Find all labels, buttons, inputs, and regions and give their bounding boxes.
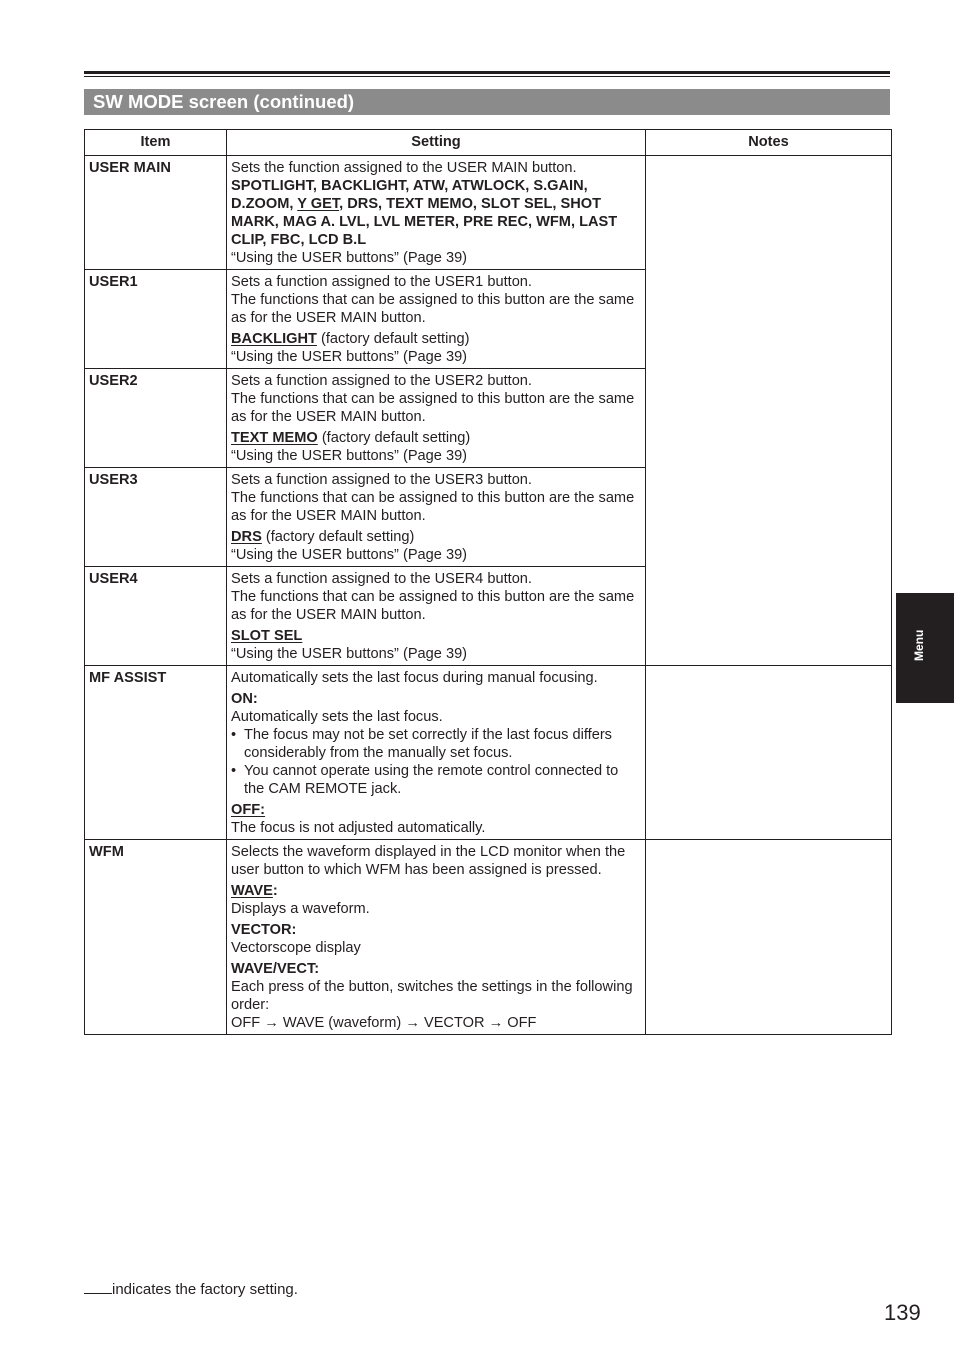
user1-description-2: The functions that can be assigned to this button are the same as for the USER MAIN button. bbox=[231, 292, 635, 326]
user3-default-note: (factory default setting) bbox=[261, 529, 415, 545]
user-main-page-reference: “Using the USER buttons” (Page 39) bbox=[231, 250, 468, 266]
wfm-wavevect-description: Each press of the button, switches the settings in the following order: bbox=[231, 979, 633, 1013]
mf-assist-off-label: OFF: bbox=[231, 802, 266, 818]
factory-setting-footnote bbox=[84, 1279, 298, 1298]
bullet-mark: • bbox=[231, 727, 237, 743]
item-user1: USER1 bbox=[85, 270, 227, 369]
wfm-wave-description: Displays a waveform. bbox=[231, 901, 370, 917]
user3-default-value: DRS bbox=[231, 529, 262, 545]
bullet-mark: • bbox=[231, 763, 237, 779]
mf-assist-note-1 bbox=[231, 726, 641, 762]
setting-user4 bbox=[227, 567, 646, 666]
user1-default-value: BACKLIGHT bbox=[231, 331, 317, 347]
user4-description-2: The functions that can be assigned to this button are the same as for the USER MAIN button. bbox=[231, 589, 635, 623]
footnote-text: indicates the factory setting. bbox=[112, 1281, 298, 1298]
mf-assist-note-1-text: The focus may not be set correctly if the last focus differs considerably from the manually set focus. bbox=[244, 727, 612, 761]
user2-default-note: (factory default setting) bbox=[317, 430, 471, 446]
setting-mf-assist bbox=[227, 666, 646, 840]
user3-description-2: The functions that can be assigned to this button are the same as for the USER MAIN button. bbox=[231, 490, 635, 524]
mf-assist-note-2 bbox=[231, 762, 641, 798]
table-header-row bbox=[85, 130, 892, 156]
notes-mf-assist bbox=[646, 666, 892, 840]
user4-page-reference: “Using the USER buttons” (Page 39) bbox=[231, 646, 468, 662]
user2-description-2: The functions that can be assigned to this button are the same as for the USER MAIN button. bbox=[231, 391, 635, 425]
user1-default-note: (factory default setting) bbox=[316, 331, 470, 347]
user4-description: Sets a function assigned to the USER4 button. bbox=[231, 571, 532, 587]
mf-assist-description: Automatically sets the last focus during manual focusing. bbox=[231, 670, 598, 686]
wfm-order: OFF → WAVE (waveform) → VECTOR → OFF bbox=[231, 1015, 537, 1031]
mf-assist-note-2-text: You cannot operate using the remote control connected to the CAM REMOTE jack. bbox=[244, 763, 619, 797]
settings-table bbox=[84, 129, 892, 1035]
item-mf-assist: MF ASSIST bbox=[85, 666, 227, 840]
page-number: 139 bbox=[884, 1300, 921, 1325]
notes-user-buttons bbox=[646, 156, 892, 666]
mf-assist-on-label: ON: bbox=[231, 691, 258, 707]
user3-default bbox=[231, 528, 641, 546]
user-main-options bbox=[231, 177, 641, 249]
item-wfm: WFM bbox=[85, 840, 227, 1035]
user-main-options-part2: , DRS, TEXT MEMO, SLOT SEL, SHOT MARK, MAG A. LVL, LVL METER, PRE REC, WFM, LAST CLIP, FBC, LCD B.L bbox=[231, 196, 618, 248]
setting-user2 bbox=[227, 369, 646, 468]
menu-side-tab bbox=[896, 593, 954, 703]
mf-assist-off-description: The focus is not adjusted automatically. bbox=[231, 820, 486, 836]
table-row-mf-assist bbox=[85, 666, 892, 840]
user2-page-reference: “Using the USER buttons” (Page 39) bbox=[231, 448, 468, 464]
wfm-wavevect-label: WAVE/VECT: bbox=[231, 961, 320, 977]
wfm-wave-colon: : bbox=[272, 883, 278, 899]
user2-default bbox=[231, 429, 641, 447]
setting-user1 bbox=[227, 270, 646, 369]
wfm-vector-label: VECTOR: bbox=[231, 922, 297, 938]
underline-sample bbox=[84, 1279, 112, 1294]
user4-default bbox=[231, 627, 641, 645]
mf-assist-on-description: Automatically sets the last focus. bbox=[231, 709, 443, 725]
header-notes: Notes bbox=[646, 130, 892, 156]
user3-page-reference: “Using the USER buttons” (Page 39) bbox=[231, 547, 468, 563]
top-rule-thick bbox=[84, 71, 890, 74]
header-item: Item bbox=[85, 130, 227, 156]
side-tab-label: Menu bbox=[912, 629, 926, 661]
user2-default-value: TEXT MEMO bbox=[231, 430, 318, 446]
section-title: SW MODE screen (continued) bbox=[84, 89, 890, 115]
user1-description: Sets a function assigned to the USER1 button. bbox=[231, 274, 532, 290]
user-main-description: Sets the function assigned to the USER MAIN button. bbox=[231, 160, 577, 176]
setting-wfm bbox=[227, 840, 646, 1035]
user1-default bbox=[231, 330, 641, 348]
wfm-wave-default: WAVE bbox=[231, 883, 273, 899]
item-user2: USER2 bbox=[85, 369, 227, 468]
user-main-default-option: Y GET bbox=[297, 196, 340, 212]
wfm-vector-description: Vectorscope display bbox=[231, 940, 361, 956]
notes-wfm bbox=[646, 840, 892, 1035]
item-user4: USER4 bbox=[85, 567, 227, 666]
table-row-wfm bbox=[85, 840, 892, 1035]
item-user3: USER3 bbox=[85, 468, 227, 567]
item-user-main: USER MAIN bbox=[85, 156, 227, 270]
wfm-description: Selects the waveform displayed in the LCD monitor when the user button to which WFM has been assigned is pressed. bbox=[231, 844, 626, 878]
user1-page-reference: “Using the USER buttons” (Page 39) bbox=[231, 349, 468, 365]
user2-description: Sets a function assigned to the USER2 button. bbox=[231, 373, 532, 389]
top-rule-thin bbox=[84, 76, 890, 77]
header-setting: Setting bbox=[227, 130, 646, 156]
table-row-user-main bbox=[85, 156, 892, 270]
user3-description: Sets a function assigned to the USER3 button. bbox=[231, 472, 532, 488]
wfm-wave-label bbox=[231, 882, 641, 900]
setting-user3 bbox=[227, 468, 646, 567]
user4-default-value: SLOT SEL bbox=[231, 628, 303, 644]
user-main-options-part1: SPOTLIGHT, BACKLIGHT, ATW, ATWLOCK, S.GAIN, D.ZOOM, bbox=[231, 178, 588, 212]
setting-user-main bbox=[227, 156, 646, 270]
